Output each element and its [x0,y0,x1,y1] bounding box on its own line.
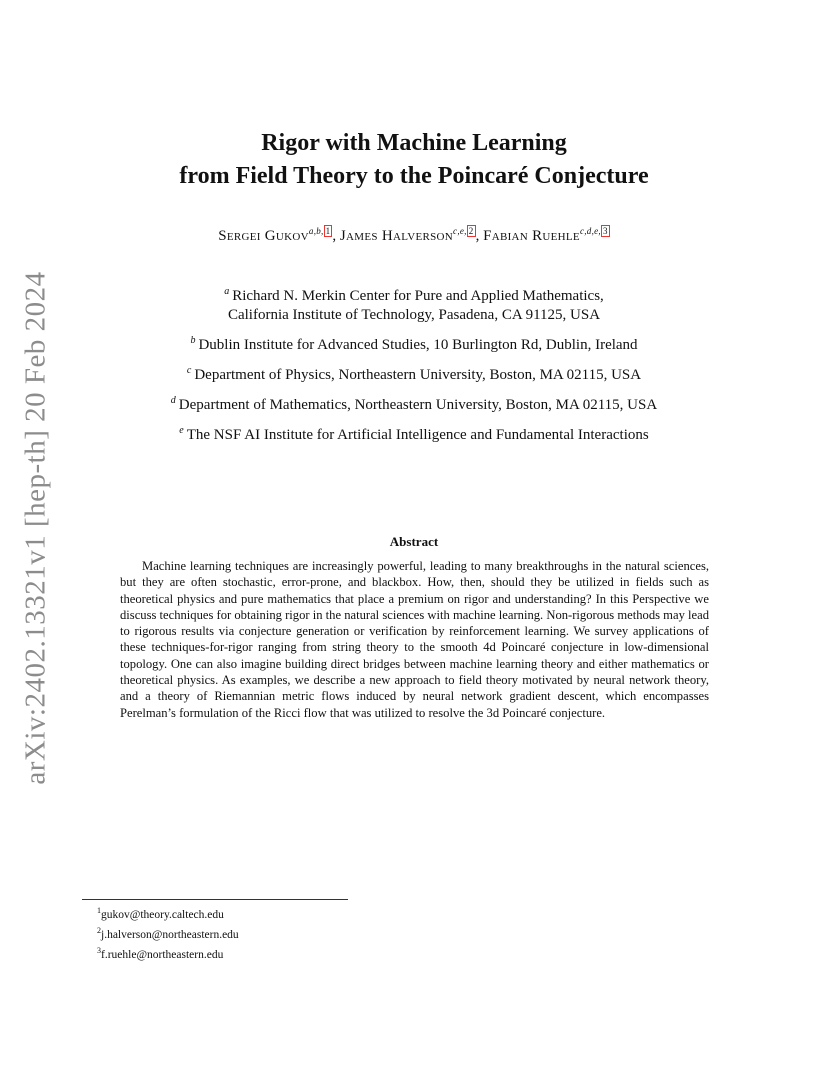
author-affil-marks: a,b, [308,226,324,236]
affiliation-line: California Institute of Technology, Pasadena, CA 91125, USA [227,307,601,323]
footnote-email[interactable]: j.halverson@northeastern.edu [101,928,239,941]
affiliation-list [100,282,728,451]
affiliation-mark: b [190,335,196,346]
footnote-divider [82,899,348,900]
affiliation-e [100,421,728,445]
title-line-2: from Field Theory to the Poincaré Conjecture [179,163,649,189]
abstract-heading: Abstract [389,534,439,549]
author-separator: , [332,228,340,244]
author-name: Fabian Ruehle [483,228,580,244]
author-affil-marks: c,d,e, [579,226,601,236]
footnote-list [97,903,239,962]
author-name: Sergei Gukov [218,228,309,244]
footnote-link[interactable]: 1 [325,226,331,236]
footnote-mark: 2 [97,925,101,935]
author-affil-marks: c,e, [453,226,467,236]
arxiv-stamp-text: arXiv:2402.13321v1 [hep-th] 20 Feb 2024 [19,271,52,785]
title-line-1: Rigor with Machine Learning [261,130,567,156]
footnote-email[interactable]: f.ruehle@northeastern.edu [101,948,224,961]
affiliation-mark: e [179,425,184,436]
author-name: James Halverson [339,228,454,244]
affiliation-line: Department of Mathematics, Northeastern University, Boston, MA 02115, USA [178,397,658,413]
affiliation-d [100,391,728,415]
affiliation-mark: c [186,365,192,376]
affiliation-line: Dublin Institute for Advanced Studies, 10 Burlington Rd, Dublin, Ireland [198,337,638,353]
affiliation-mark: a [224,286,230,297]
affiliation-a [100,282,728,325]
footnote-email[interactable]: gukov@theory.caltech.edu [101,908,224,921]
author-ruehle [483,228,610,244]
arxiv-stamp [0,0,72,1072]
footnote-link[interactable]: 3 [602,226,608,236]
paper-title [80,127,748,193]
affiliation-b [100,331,728,355]
footnote-mark: 1 [97,906,101,915]
footnote-3 [97,943,239,963]
affiliation-line: The NSF AI Institute for Artificial Intelligence and Fundamental Interactions [186,427,649,443]
author-gukov [218,228,332,244]
author-separator: , [475,228,484,244]
affiliation-c [100,361,728,385]
affiliation-line: Richard N. Merkin Center for Pure and Applied Mathematics, [232,288,604,304]
footnote-2 [97,923,239,943]
author-halverson [340,228,476,244]
author-list [80,226,748,245]
affiliation-mark: d [170,395,176,406]
affiliation-line: Department of Physics, Northeastern University, Boston, MA 02115, USA [194,367,642,383]
footnote-link[interactable]: 2 [468,226,474,236]
abstract-body: Machine learning techniques are increasingly powerful, leading to many breakthroughs in the natural sciences, but they are often stochastic, error-prone, and blackbox. How, then, should they be utilized in fields such as theoretical physics and pure mathematics that place a premium on rigor and understanding? In this Perspective we discuss techniques for obtaining rigor in the natural sciences with machine learning. Non-rigorous methods may lead to rigorous results via conjecture generation or verification by reinforcement learning. We survey applications of these techniques-for-rigor ranging from string theory to the smooth 4d Poincaré conjecture in low-dimensional topology. One can also imagine building direct bridges between machine learning theory and either mathematics or theoretical physics. As examples, we describe a new approach to field theory motivated by neural network theory, and a theory of Riemannian metric flows induced by neural network gradient descent, which encompasses Perelman’s formulation of the Ricci flow that was utilized to resolve the 3d Poincaré conjecture. [120,559,709,720]
footnote-mark: 3 [97,945,101,955]
footnote-1 [97,903,239,923]
